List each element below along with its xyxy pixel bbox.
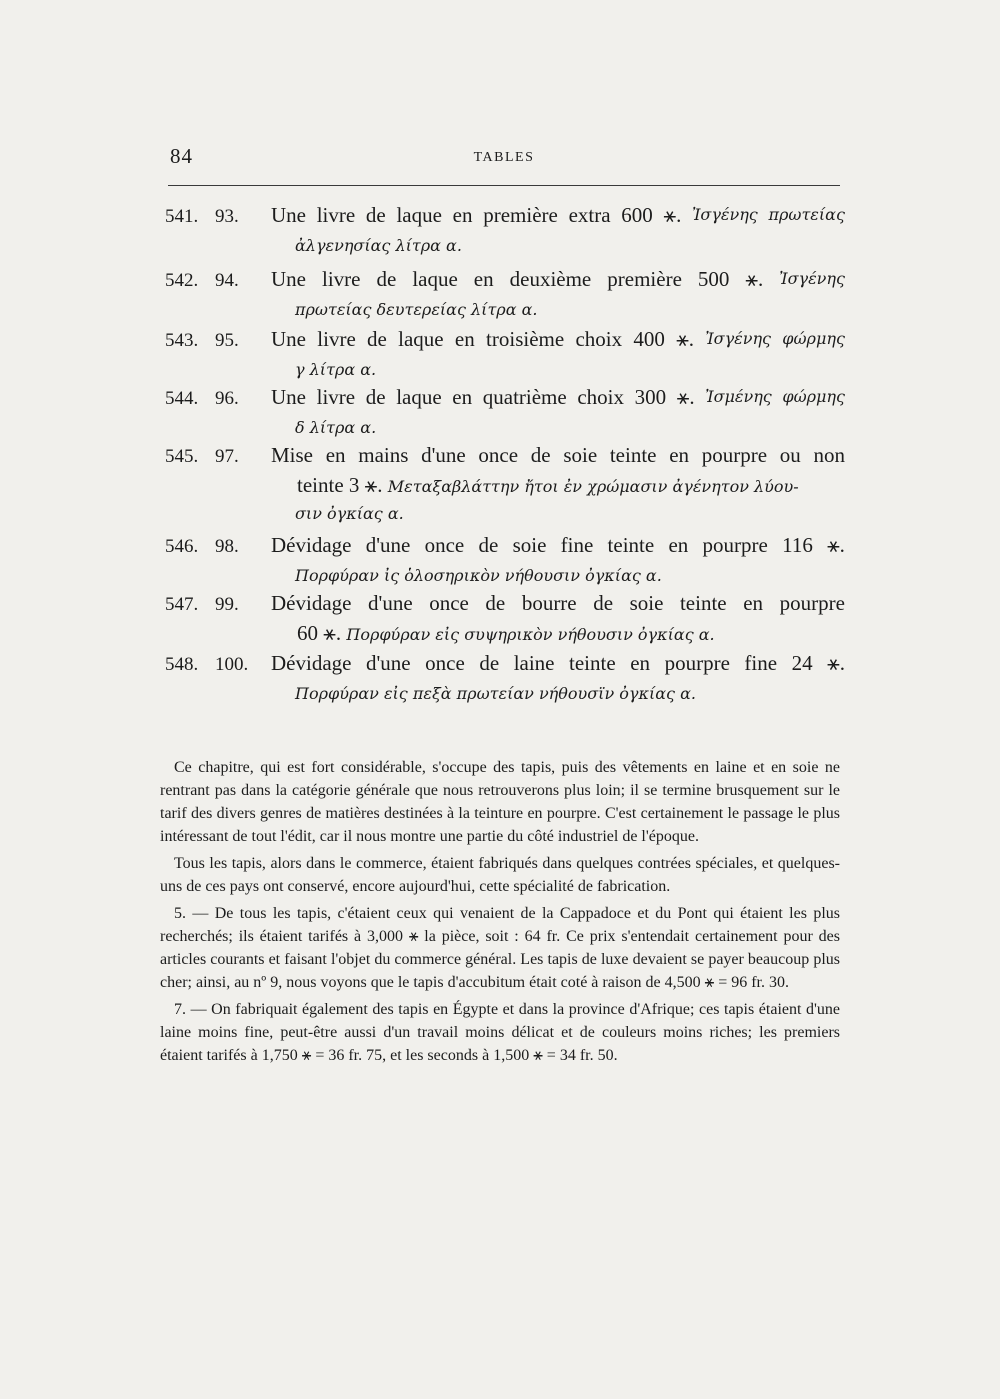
word: soie: [512, 533, 547, 557]
entry-number: 543.: [165, 330, 199, 351]
word: fine: [560, 533, 594, 557]
word: Une: [271, 385, 306, 409]
word: Une: [271, 203, 306, 227]
word: Dévidage: [271, 591, 352, 615]
word: ⚹.: [827, 651, 845, 675]
word: bourre: [521, 591, 577, 615]
word: Une: [271, 267, 306, 291]
word: ⚹.: [676, 385, 695, 409]
word: choix: [577, 385, 624, 409]
word: teinte: [609, 443, 657, 467]
entry-541: [165, 200, 845, 264]
article-number: 93.: [215, 206, 239, 227]
tariff-entries: [165, 200, 845, 708]
word: pourpre: [701, 443, 768, 467]
entry-546: [165, 530, 845, 588]
word: quatrième: [482, 385, 567, 409]
word: Ἰσγένης: [779, 269, 845, 288]
word: de: [530, 443, 551, 467]
word: livre: [316, 203, 356, 227]
entry-price: 60 ⚹.: [297, 621, 342, 645]
running-head: TABLES: [473, 150, 535, 165]
word: 400: [633, 327, 665, 351]
word: soie: [563, 443, 598, 467]
word: de: [365, 385, 386, 409]
word: ⚹.: [745, 267, 764, 291]
article-number: 100.: [215, 654, 249, 675]
word: pourpre: [664, 651, 730, 675]
entry-text: [271, 264, 845, 294]
word: laque: [412, 267, 458, 291]
word: en: [325, 443, 346, 467]
word: Ἰσγένης: [705, 329, 772, 348]
entry-greek: Πορφύραν εἰς συψηρικὸν νήθουσιν ὀγκίας α.: [346, 625, 715, 644]
word: en: [454, 327, 475, 351]
word: en: [630, 651, 651, 675]
article-number: 99.: [215, 594, 239, 615]
word: Dévidage: [271, 651, 352, 675]
word: extra: [568, 203, 611, 227]
word: de: [485, 591, 506, 615]
commentary: [160, 756, 840, 1071]
entry-greek: γ λίτρα α.: [295, 360, 377, 379]
word: Mise: [271, 443, 313, 467]
word: livre: [316, 385, 356, 409]
word: choix: [575, 327, 623, 351]
entry-greek: Μεταξαβλάττην ἤτοι ἐν χρώμασιν ἀγένητον λύου-: [387, 477, 799, 496]
word: de: [479, 651, 500, 675]
paragraph: Tous les tapis, alors dans le commerce, étaient fabriqués dans quelques contrées spéciales, et quelques-uns de ces pays ont conservé, encore aujourd'hui, cette spécialité de fabrication.: [160, 855, 840, 895]
word: Ἰσγένης: [692, 205, 758, 224]
word: 300: [634, 385, 667, 409]
word: mains: [358, 443, 409, 467]
entry-547: [165, 588, 845, 648]
entry-544: [165, 382, 845, 440]
paragraph: 5. — De tous les tapis, c'étaient ceux qui venaient de la Cappadoce et du Pont qui étaient les plus recherchés; ils étaient tarifés à 3,000 ⚹ la pièce, soit : 64 fr. Ce prix s'entendait certainement pour des articles courants et faisant l'objet du commerce général. Les tapis de luxe devaient se payer beaucoup plus cher; ainsi, au nº 9, nous voyons que le tapis d'accubitum était coté à raison de 4,500 ⚹ = 96 fr. 30.: [160, 905, 840, 991]
word: ou: [779, 443, 801, 467]
entry-greek: ἀλγενησίας λίτρα α.: [295, 236, 462, 255]
word: Ἰσμένης: [705, 387, 772, 406]
entry-price: teinte 3 ⚹.: [297, 473, 383, 497]
word: laque: [396, 203, 442, 227]
word: de: [367, 327, 387, 351]
entry-545: [165, 440, 845, 530]
word: ⚹.: [676, 327, 695, 351]
entry-text: [271, 588, 845, 618]
word: ⚹.: [827, 533, 845, 557]
article-number: 94.: [215, 270, 239, 291]
word: en: [473, 267, 494, 291]
page-header: [168, 138, 840, 178]
word: en: [669, 443, 690, 467]
word: teinte: [607, 533, 655, 557]
word: de: [593, 591, 614, 615]
word: laine: [513, 651, 555, 675]
entry-text: [271, 382, 845, 412]
word: en: [743, 591, 764, 615]
entry-text: [271, 648, 845, 678]
word: livre: [317, 327, 356, 351]
word: de: [365, 203, 386, 227]
entry-text: [271, 200, 845, 230]
word: teinte: [679, 591, 727, 615]
entry-text: [271, 440, 845, 470]
word: 600: [621, 203, 653, 227]
page-number: 84: [170, 144, 193, 168]
entry-543: [165, 324, 845, 382]
word: φώρμης: [782, 387, 845, 406]
word: en: [452, 385, 473, 409]
word: soie: [629, 591, 664, 615]
entry-number: 545.: [165, 446, 199, 467]
word: φώρμης: [782, 329, 845, 348]
entry-text: [271, 324, 845, 354]
word: non: [813, 443, 845, 467]
word: 24: [791, 651, 813, 675]
word: d'une: [365, 533, 411, 557]
word: en: [452, 203, 473, 227]
entry-number: 541.: [165, 206, 199, 227]
word: d'une: [421, 443, 466, 467]
word: livre: [322, 267, 361, 291]
word: teinte: [569, 651, 616, 675]
word: 500: [697, 267, 730, 291]
entry-greek-line2: σιν ὀγκίας α.: [295, 504, 404, 523]
word: première: [483, 203, 558, 227]
word: fine: [744, 651, 778, 675]
word: en: [668, 533, 689, 557]
word: Dévidage: [271, 533, 352, 557]
word: once: [424, 533, 465, 557]
word: pourpre: [779, 591, 845, 615]
article-number: 96.: [215, 388, 239, 409]
entry-greek: Πορφύραν εἰς πεξὰ πρωτείαν νήθουσϊν ὀγκίας α.: [295, 684, 696, 703]
entry-548: [165, 648, 845, 708]
entry-continuation: [165, 472, 845, 500]
word: pourpre: [702, 533, 768, 557]
word: once: [429, 591, 469, 615]
entry-continuation: [165, 620, 845, 648]
word: πρωτείας: [768, 205, 845, 224]
article-number: 98.: [215, 536, 239, 557]
word: laque: [398, 327, 444, 351]
entry-number: 544.: [165, 388, 199, 409]
article-number: 97.: [215, 446, 239, 467]
header-rule: [168, 185, 840, 186]
word: once: [478, 443, 519, 467]
entry-number: 542.: [165, 270, 199, 291]
article-number: 95.: [215, 330, 239, 351]
word: once: [425, 651, 465, 675]
word: troisième: [486, 327, 565, 351]
entry-number: 546.: [165, 536, 199, 557]
entry-greek: Πορφύραν ἰς ὁλοσηρικὸν νήθουσιν ὀγκίας α.: [295, 566, 662, 585]
word: 116: [782, 533, 813, 557]
word: laque: [396, 385, 442, 409]
paragraph: 7. — On fabriquait également des tapis en Égypte et dans la province d'Afrique; ces tapis étaient d'une laine moins fine, peut-être aussi d'un travail moins délicat et de couleurs moins riches; les premiers étaient tarifés à 1,750 ⚹ = 36 fr. 75, et les seconds à 1,500 ⚹ = 34 fr. 50.: [160, 1001, 840, 1064]
word: d'une: [366, 651, 411, 675]
word: première: [607, 267, 682, 291]
word: d'une: [368, 591, 413, 615]
entry-greek: δ λίτρα α.: [295, 418, 377, 437]
word: ⚹.: [663, 203, 682, 227]
entry-542: [165, 264, 845, 324]
entry-number: 547.: [165, 594, 199, 615]
paragraph: Ce chapitre, qui est fort considérable, s'occupe des tapis, puis des vêtements en laine et en soie ne rentrant pas dans la catégorie générale que nous retrouverons plus loin; il se termine brusquement sur le tarif des divers genres de matières destinées à la teinture en pourpre. C'est certainement le passage le plus intéressant de tout l'édit, car il nous montre une partie du côté industriel de l'époque.: [160, 759, 840, 845]
word: deuxième: [509, 267, 592, 291]
entry-number: 548.: [165, 654, 199, 675]
word: de: [376, 267, 397, 291]
word: Une: [271, 327, 306, 351]
word: de: [478, 533, 499, 557]
entry-greek: πρωτείας δευτερείας λίτρα α.: [295, 300, 538, 319]
entry-text: [271, 530, 845, 560]
